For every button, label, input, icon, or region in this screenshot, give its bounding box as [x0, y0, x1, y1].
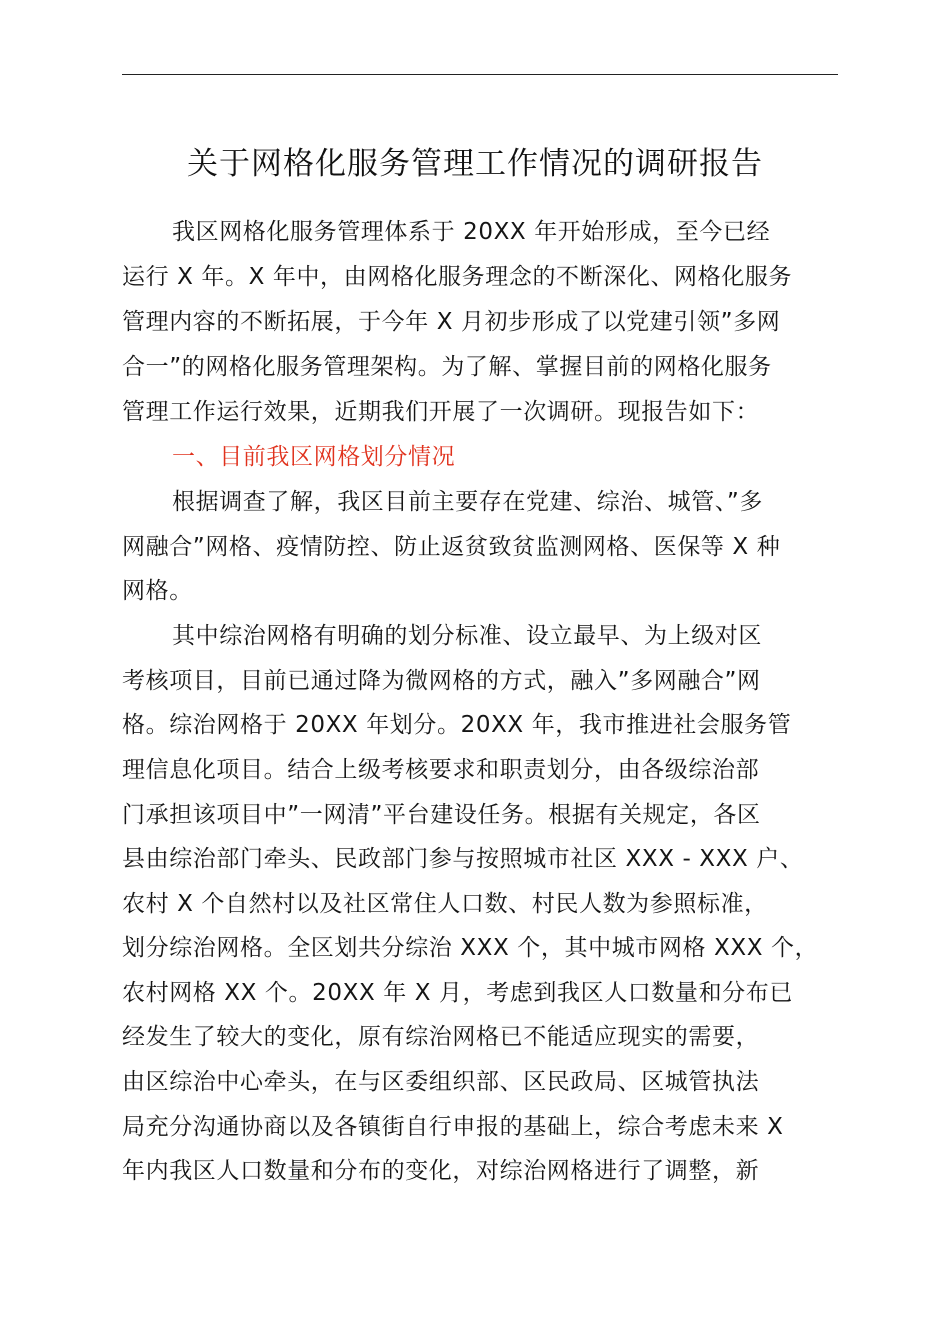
paragraph-line: 县由综治部门牵头、民政部门参与按照城市社区 XXX - XXX 户、 [122, 846, 804, 872]
paragraph-line: 我区网格化服务管理体系于 20XX 年开始形成，至今已经 [172, 219, 771, 245]
paragraph-line: 管理内容的不断拓展，于今年 X 月初步形成了以党建引领”多网 [122, 309, 781, 335]
document-title: 关于网格化服务管理工作情况的调研报告 [187, 146, 763, 182]
paragraph-line: 其中综治网格有明确的划分标准、设立最早、为上级对区 [172, 623, 762, 649]
paragraph-line: 局充分沟通协商以及各镇街自行申报的基础上，综合考虑未来 X [122, 1114, 784, 1140]
section-heading: 一、目前我区网格划分情况 [172, 444, 456, 470]
paragraph-line: 理信息化项目。结合上级考核要求和职责划分，由各级综治部 [122, 757, 760, 783]
paragraph-line: 农村 X 个自然村以及社区常住人口数、村民人数为参照标准， [122, 891, 768, 917]
paragraph-line: 由区综治中心牵头，在与区委组织部、区民政局、区城管执法 [122, 1069, 760, 1095]
paragraph-line: 网格。 [122, 578, 193, 604]
header-rule [122, 74, 838, 75]
paragraph-line: 格。综治网格于 20XX 年划分。20XX 年，我市推进社会服务管 [122, 712, 792, 738]
paragraph-line: 根据调查了解，我区目前主要存在党建、综治、城管、”多 [172, 489, 764, 515]
paragraph-line: 年内我区人口数量和分布的变化，对综治网格进行了调整，新 [122, 1158, 760, 1184]
paragraph-line: 考核项目，目前已通过降为微网格的方式，融入”多网融合”网 [122, 668, 761, 694]
paragraph-line: 农村网格 XX 个。20XX 年 X 月，考虑到我区人口数量和分布已 [122, 980, 794, 1006]
paragraph-line: 划分综治网格。全区划共分综治 XXX 个，其中城市网格 XXX 个， [122, 935, 819, 961]
paragraph-line: 经发生了较大的变化，原有综治网格已不能适应现实的需要， [122, 1024, 760, 1050]
paragraph-line: 管理工作运行效果，近期我们开展了一次调研。现报告如下： [122, 399, 760, 425]
paragraph-line: 运行 X 年。X 年中，由网格化服务理念的不断深化、网格化服务 [122, 264, 793, 290]
paragraph-line: 网融合”网格、疫情防控、防止返贫致贫监测网格、医保等 X 种 [122, 534, 781, 560]
paragraph-line: 合一”的网格化服务管理架构。为了解、掌握目前的网格化服务 [122, 354, 772, 380]
paragraph-line: 门承担该项目中”一网清”平台建设任务。根据有关规定，各区 [122, 802, 761, 828]
